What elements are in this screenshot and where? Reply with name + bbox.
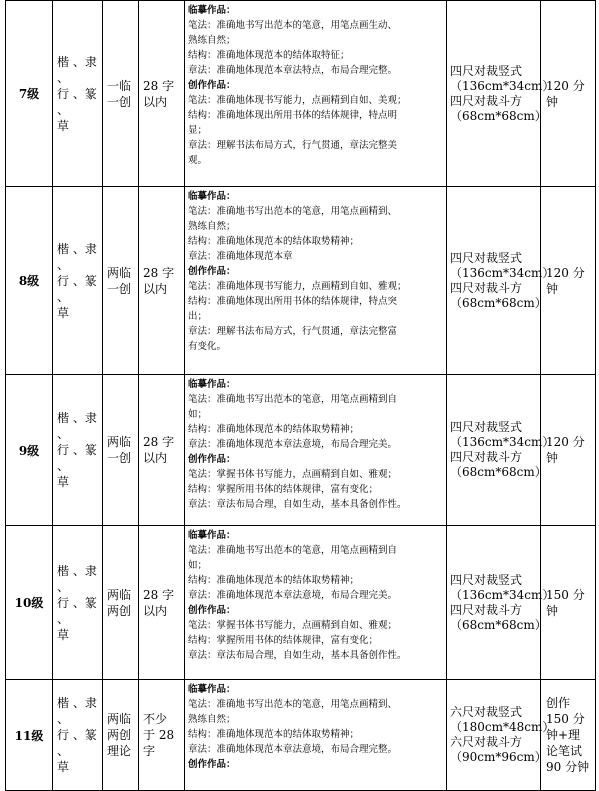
script-styles-line: 行 、篆 、 [57,273,97,304]
exam-time-line: 150 分 [546,587,585,602]
requirement-line: 章法：章法布局合理，自如生动，基本具备创作性。 [188,499,407,510]
requirement-line: 章法：准确地体现范本章法意境，布局合理完整。 [188,744,398,755]
script-styles-line: 草 [57,760,70,774]
requirements-cell [185,680,447,791]
grade-level: 8级 [18,274,40,288]
script-styles-line: 楷 、隶 、 [57,411,97,441]
exam-time-line: 钟 [546,603,559,618]
char-count-cell [139,375,185,526]
requirements-cell [185,526,447,680]
grade-row [6,680,596,791]
requirement-line: 笔法：准确地体现书写能力，点画精到自如、美观； [188,95,407,106]
requirement-heading: 临摹作品： [188,530,236,541]
grade-level-cell [6,680,53,791]
exam-mode-cell [103,526,139,680]
char-count-line: 以内 [143,94,168,109]
script-styles-line: 楷 、隶 、 [57,563,97,594]
requirement-heading: 创作作品： [188,605,236,616]
exam-time-line: 钟+理 [546,728,581,742]
requirements-cell [185,187,447,375]
script-styles-line: 行 、篆 、 [57,443,97,473]
paper-format-name: 六尺对裁竖式 [450,705,523,719]
grade-level: 10级 [14,596,44,610]
requirement-line: 熟练自然； [188,35,236,46]
requirement-line: 章法：理解书法布局方式，行气贯通，章法完整富 [188,326,398,337]
requirement-heading: 创作作品： [188,759,236,770]
requirement-heading: 创作作品： [188,266,236,277]
requirements-text [188,528,444,663]
requirement-line: 笔法：准确地书写出范本的笔意，用笔点画生动、 [188,20,398,31]
script-styles-line: 草 [57,627,70,642]
requirement-line: 结构：准确地体现范本的结体取特征； [188,50,350,61]
requirements-text [188,3,444,168]
requirement-line: 结构：掌握所用书体的结体规律，富有变化； [188,635,379,646]
exam-time-line: 创作 [546,696,571,710]
requirement-line: 如； [188,409,208,420]
grade-row [6,1,596,187]
paper-format-size: （68cm*68cm） [450,465,547,479]
requirement-heading: 临摹作品： [188,379,236,390]
char-count-line: 字 [143,744,156,758]
script-styles-line: 楷 、隶 、 [57,241,97,272]
exam-time-cell [541,375,596,526]
requirement-heading: 创作作品： [188,454,236,465]
requirements-text [188,189,444,354]
char-count-cell [139,1,185,187]
exam-time-line: 150 分 [546,712,585,726]
requirement-line: 章法：章法布局合理，自如生动，基本具备创作性。 [188,650,407,661]
grade-level: 9级 [18,443,40,458]
script-styles-line: 行 、篆 、 [57,595,97,626]
requirement-line: 结构：掌握所用书体的结体规律，富有变化； [188,484,379,495]
char-count-line: 28 字 [143,587,175,602]
exam-time-line: 120 分 [546,265,585,280]
exam-mode-line: 两创 [107,728,132,742]
requirement-line: 章法：准确地体现范本章法意境，布局合理完美。 [188,590,398,601]
script-styles-line: 行 、篆 、 [57,728,97,758]
grade-row [6,187,596,375]
grade-level: 11级 [14,728,44,743]
paper-format-name: 四尺对裁斗方 [450,280,523,295]
exam-mode-line: 两临 [107,712,132,726]
paper-format-name: 四尺对裁竖式 [450,572,523,587]
exam-time-line: 钟 [546,451,559,465]
grade-row [6,375,596,526]
calligraphy-grade-table [5,0,596,791]
exam-mode-cell [103,187,139,375]
requirement-heading: 临摹作品： [188,191,236,202]
script-styles-line: 楷 、隶 、 [57,696,97,726]
exam-mode-cell [103,1,139,187]
script-styles-line: 草 [57,475,70,489]
exam-time-line: 钟 [546,281,559,296]
exam-time-cell [541,680,596,791]
grade-level-cell [6,187,53,375]
paper-format-name: 四尺对裁斗方 [450,450,523,464]
char-count-line: 不少 [143,712,168,726]
paper-format-cell [447,187,555,375]
script-styles-line: 楷 、隶 、 [57,54,97,85]
char-count-cell [139,187,185,375]
paper-format-cell [447,680,555,791]
paper-format-size: （180cm*48cm） [450,720,555,734]
paper-format-cell [447,526,555,680]
paper-format-size: （136cm*34cm） [450,78,555,93]
paper-format-size: （136cm*34cm） [450,435,555,449]
requirement-line: 章法：准确地体现范本章 [188,251,293,262]
requirement-line: 笔法：准确地体现书写能力，点画精到自如、雅观； [188,281,407,292]
requirement-line: 结构：准确地体现范本的结体取势精神； [188,424,360,435]
requirement-line: 章法：准确地体现范本章法特点，布局合理完整。 [188,65,398,76]
requirement-line: 有变化。 [188,341,227,352]
requirement-heading: 创作作品： [188,80,236,91]
requirement-line: 熟练自然； [188,221,236,232]
requirement-line: 结构：准确地体现出所用书体的结体规律，特点明 [188,110,398,121]
exam-mode-cell [103,375,139,526]
requirement-line: 笔法：掌握书体书写能力，点画精到自如、雅观； [188,620,398,631]
exam-mode-line: 一创 [107,281,132,296]
char-count-line: 于 28 [143,728,175,742]
exam-mode-line: 两临 [107,587,132,602]
char-count-cell [139,680,185,791]
grade-level-cell [6,1,53,187]
requirement-heading: 临摹作品： [188,684,236,695]
exam-mode-line: 理论 [107,744,132,758]
grade-level-cell [6,375,53,526]
requirements-text [188,377,444,512]
script-styles-cell [53,680,103,791]
requirement-line: 笔法：准确地书写出范本的笔意，用笔点画精到、 [188,206,398,217]
requirements-text [188,682,444,772]
grade-level-cell [6,526,53,680]
script-styles-cell [53,1,103,187]
exam-mode-cell [103,680,139,791]
paper-format-cell [447,1,555,187]
exam-time-cell [541,1,596,187]
paper-format-name: 四尺对裁竖式 [450,63,523,78]
requirement-line: 如； [188,560,208,571]
paper-format-name: 六尺对裁斗方 [450,735,523,749]
grade-row [6,526,596,680]
exam-mode-line: 两临 [107,265,132,280]
paper-format-size: （136cm*34cm） [450,265,555,280]
paper-format-name: 四尺对裁竖式 [450,250,523,265]
requirement-line: 结构：准确地体现范本的结体取势精神； [188,729,360,740]
requirement-line: 显； [188,125,208,136]
exam-mode-line: 一创 [107,451,132,465]
grade-level: 7级 [18,87,40,101]
exam-time-line: 120 分 [546,78,585,93]
char-count-line: 以内 [143,603,168,618]
requirement-line: 出； [188,311,208,322]
char-count-line: 以内 [143,451,168,465]
paper-format-size: （68cm*68cm） [450,108,547,123]
paper-format-name: 四尺对裁竖式 [450,420,523,434]
paper-format-size: （136cm*34cm） [450,587,555,602]
requirement-line: 结构：准确地体现范本的结体取势精神； [188,236,360,247]
exam-time-line: 论笔试 [546,744,583,758]
exam-time-cell [541,187,596,375]
requirement-line: 笔法：准确地书写出范本的笔意，用笔点画精到自 [188,545,398,556]
requirement-line: 结构：准确地体现范本的结体取势精神； [188,575,360,586]
requirement-heading: 临摹作品： [188,5,236,16]
requirement-line: 章法：准确地体现范本章法意境，布局合理完美。 [188,439,398,450]
script-styles-cell [53,375,103,526]
script-styles-line: 草 [57,305,70,320]
paper-format-size: （68cm*68cm） [450,617,547,632]
requirements-cell [185,1,447,187]
char-count-line: 28 字 [143,78,175,93]
exam-mode-line: 两临 [107,435,132,449]
requirements-cell [185,375,447,526]
exam-mode-line: 两创 [107,603,132,618]
requirement-line: 观。 [188,155,208,166]
char-count-cell [139,526,185,680]
char-count-line: 28 字 [143,435,175,449]
exam-time-line: 90 分钟 [546,760,590,774]
char-count-line: 以内 [143,281,168,296]
exam-time-line: 120 分 [546,435,585,449]
requirement-line: 笔法：掌握书体书写能力，点画精到自如、雅观； [188,469,398,480]
exam-mode-line: 一创 [107,94,132,109]
paper-format-size: （90cm*96cm） [450,750,547,764]
requirement-line: 笔法：准确地书写出范本的笔意，用笔点画精到、 [188,699,398,710]
script-styles-cell [53,526,103,680]
requirement-line: 结构：准确地体现出所用书体的结体规律，特点突 [188,296,398,307]
exam-time-line: 钟 [546,94,559,109]
paper-format-name: 四尺对裁斗方 [450,93,523,108]
script-styles-cell [53,187,103,375]
exam-mode-line: 一临 [107,78,132,93]
requirement-line: 熟练自然； [188,714,236,725]
paper-format-size: （68cm*68cm） [450,295,547,310]
paper-format-name: 四尺对裁斗方 [450,602,523,617]
script-styles-line: 行 、篆 、 [57,86,97,117]
paper-format-cell [447,375,555,526]
requirement-line: 笔法：准确地书写出范本的笔意，用笔点画精到自 [188,394,398,405]
exam-time-cell [541,526,596,680]
script-styles-line: 草 [57,118,70,133]
requirement-line: 章法：理解书法布局方式，行气贯通，章法完整美 [188,140,398,151]
char-count-line: 28 字 [143,265,175,280]
